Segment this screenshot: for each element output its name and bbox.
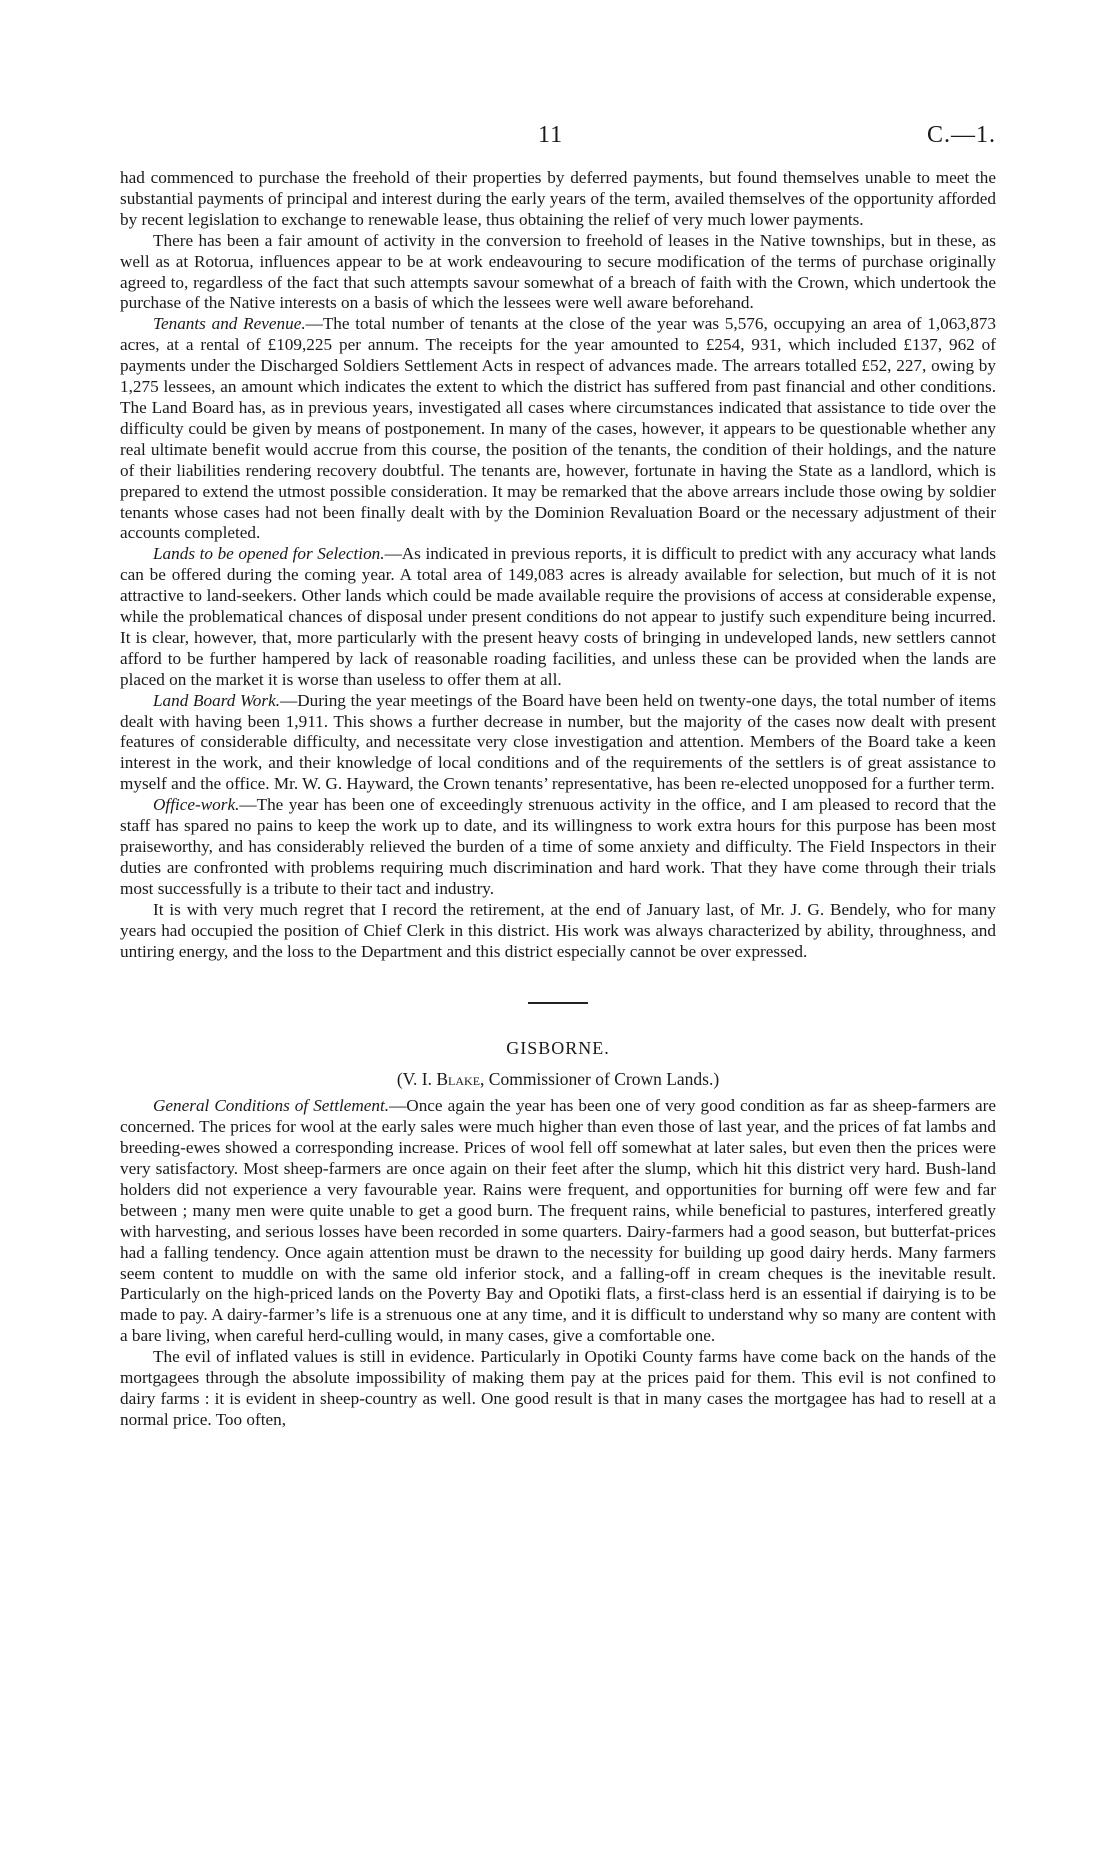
paragraph-heading: Lands to be opened for Selection. <box>153 544 385 564</box>
paragraph-heading: Tenants and Revenue. <box>153 314 306 334</box>
paragraph-heading: Land Board Work. <box>153 690 281 710</box>
section-divider <box>528 1002 588 1004</box>
paragraph-lands-for-selection: Lands to be opened for Selection.—As indicated in previous reports, it is difficult to predict with any accuracy what lands can be offered during the coming year. A total area of 149,083 acres is already available for selection, but much of it is not attractive to land-seekers. Other lands which could be made available require the provisions of access at considerable expense, while the problematical chances of disposal under present conditions do not appear to justify such expenditure being incurred. It is clear, however, that, more particularly with the present heavy costs of bringing in undeveloped lands, new settlers cannot afford to be further hampered by lack of reasonable roading facilities, and unless these can be provided when the lands are placed on the market it is worse than useless to offer them at all. <box>120 544 996 689</box>
page-number: 11 <box>538 122 564 148</box>
paragraph: The evil of inflated values is still in evidence. Particularly in Opotiki County farms have come back on the hands of the mortgagees through the absolute impossibility of making them pay at the prices paid for them. This evil is not confined to dairy farms : it is evident in sheep-country as well. One good result is that in many cases the mortgagee has had to resell at a normal price. Too often, <box>120 1347 996 1429</box>
section-title: GISBORNE. <box>506 1038 610 1059</box>
paragraph-heading: General Conditions of Settlement. <box>153 1096 390 1116</box>
paragraph-land-board-work: Land Board Work.—During the year meetings of the Board have been held on twenty-one days, the total number of items dealt with having been 1,911. This shows a further decrease in number, but the majority of the cases now dealt with present features of considerable difficulty, and necessitate very close investigation and attention. Members of the Board take a keen interest in the work, and their knowledge of local conditions and of the requirements of the settlers is of great assistance to myself and the office. Mr. W. G. Hayward, the Crown tenants’ representative, has been re-elected unopposed for a further term. <box>120 690 997 794</box>
paragraph-heading: Office-work. <box>153 795 240 815</box>
document-reference: C.—1. <box>926 122 996 148</box>
paragraph: There has been a fair amount of activity in the conversion to freehold of leases in the Native townships, but in these, as well as at Rotorua, influences appear to be at work endeavouring to secure modification of the terms of purchase originally agreed to, regardless of the fact that such attempts savour somewhat of a breach of faith with the Crown, which undertook the purchase of the Native interests on a basis of which the lessees were well aware beforehand. <box>120 230 996 313</box>
paragraph-tenants-revenue: Tenants and Revenue.—The total number of tenants at the close of the year was 5,576, occupying an area of 1,063,873 acres, at a rental of £109,225 per annum. The receipts for the year amounted to £254, 931, which included £137, 962 of payments under the Discharged Soldiers Settlement Acts in respect of advances made. The arrears totalled £52, 227, owing by 1,275 lessees, an amount which indicates the extent to which the district has suffered from past financial and other conditions. The Land Board has, as in previous years, investigated all cases where circumstances indicated that assistance to tide over the difficulty could be given by means of postponement. In many of the cases, however, it appears to be questionable whether any real ultimate benefit would accrue from this course, the position of the tenants, the condition of their holdings, and the nature of their liabilities rendering recovery doubtful. The tenants are, however, fortunate in having the State as a landlord, which is prepared to extend the utmost possible consideration. It may be remarked that the above arrears include those owing by soldier tenants whose cases had not been finally dealt with by the Dominion Revaluation Board or the necessary adjustment of their accounts completed. <box>120 314 996 543</box>
paragraph: It is with very much regret that I record the retirement, at the end of January last, of Mr. J. G. Bendely, who for many years had occupied the position of Chief Clerk in this district. His work was always characterized by ability, throughness, and untiring energy, and the loss to the Department and this district especially cannot be over expressed. <box>120 899 996 961</box>
body-text <box>120 168 996 1431</box>
paragraph-general-conditions: General Conditions of Settlement.—Once again the year has been one of very good condition as far as sheep-farmers are concerned. The prices for wool at the early sales were much higher than even those of last year, and the prices of fat lambs and breeding-ewes showed a corresponding increase. Prices of wool fell off somewhat at later sales, but even then the prices were very satisfactory. Most sheep-farmers are once again on their feet after the slump, which hit this district very hard. Bush-land holders did not experience a very favourable year. Rains were frequent, and opportunities for burning off were few and far between ; many men were quite unable to get a good burn. The frequent rains, while beneficial to pastures, interfered greatly with harvesting, and serious losses have been recorded in some quarters. Dairy-farmers had a good season, but butterfat-prices had a falling tendency. Once again attention must be drawn to the necessity for building up good dairy herds. Many farmers seem content to muddle on with the same old inferior stock, and a falling-off in cream cheques is the inevitable result. Particularly on the high-priced lands on the Poverty Bay and Opotiki flats, a first-class herd is an essential if dairying is to be made to pay. A dairy-farmer’s life is a strenuous one at any time, and it is difficult to understand why so many are content with a bare living, when careful herd-culling would, in many cases, give a comfortable one. <box>120 1096 996 1346</box>
paragraph-office-work: Office-work.—The year has been one of exceedingly strenuous activity in the office, and I am pleased to record that the staff has spared no pains to keep the work up to date, and its willingness to work extra hours for this purpose has been most praiseworthy, and has considerably relieved the burden of a time of some anxiety and difficulty. The Field Inspectors in their duties are confronted with problems requiring much discrimination and hard work. That they have come through their trials most successfully is a tribute to their tact and industry. <box>120 795 996 898</box>
section-byline: (V. I. Blake, Commissioner of Crown Lands.) <box>396 1069 720 1090</box>
page-header <box>0 122 1114 158</box>
paragraph: had commenced to purchase the freehold of their properties by deferred payments, but found themselves unable to meet the substantial payments of principal and interest during the early years of the term, availed themselves of the opportunity afforded by recent legislation to exchange to renewable lease, thus obtaining the relief of very much lower payments. <box>120 168 996 229</box>
